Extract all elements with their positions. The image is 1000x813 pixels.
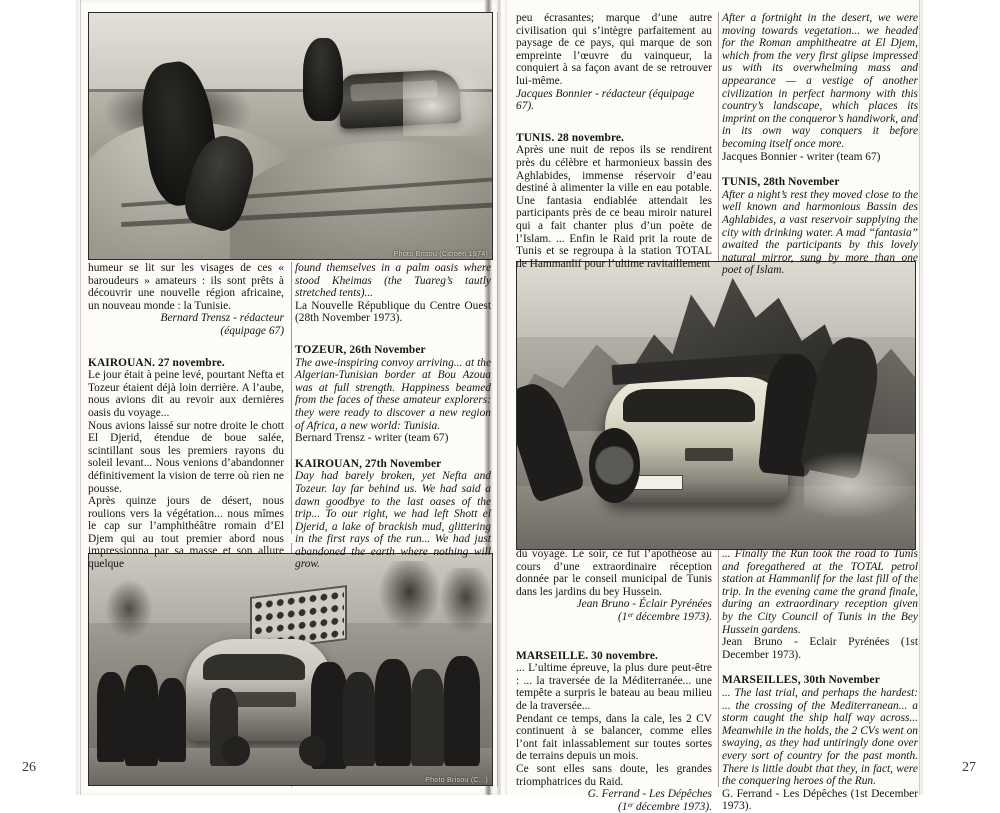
col4-tunis-credit: Jean Bruno - Eclair Pyrénées (1st December 1973). [722, 636, 918, 661]
col3-tunis-body: Après une nuit de repos ils se rendirent près du célèbre et harmonieux bassin des Aghlabides, immense réservoir d’eau destiné à alimenter la ville en eau potable. Une fantasia endiablée attendait les participants près de ce beau miroir naturel qui a fait chanter plus d’un poète de l’Islam. ... Enfin le Raid prit la route de Tunis et se regroupa à la station TOTAL de Hammanlif pour l’ultime ravitaillement [516, 144, 712, 270]
col3-tunis-credit-1: Jean Bruno - Éclair Pyrénées [576, 598, 712, 611]
col1-kairouan-paragraph-3: Après quinze jours de désert, nous roulions vers la végétation... nous mîmes le cap sur l’amphithéâtre romain d’El Djem qui au tout premier abord nous impressionna par sa masse et son allure quelque [88, 495, 284, 571]
col2-tozeur-body: The awe-inspiring convoy arriving... at the Algerian-Tunisian border at Bou Azoua was at full strength. Happiness beamed from the faces of these amateur explorers: they were ready to discover a new region of Africa, a new world: Tunisia. [295, 356, 491, 432]
desert-convoy-photo [88, 12, 493, 260]
page-number-left: 26 [22, 760, 36, 775]
column-rule-right-page-upper [718, 12, 719, 262]
col3-marseille-paragraph-1: ... L’ultime épreuve, la plus dure peut-être : ... la traversée de la Méditerranée... une tempête a surpris le bateau au beau milieu de la traversée... [516, 662, 712, 712]
col4-heading-marseilles: MARSEILLES, 30th November [722, 674, 880, 687]
photo1-caption: Photo Brisou (Citroën 1974) [393, 249, 488, 258]
col4-credit-line-1: Jacques Bonnier - writer (team 67) [722, 150, 881, 163]
col4-tunis-continuation: ... Finally the Run took the road to Tunis and foregathered at the TOTAL petrol station at Hammanlif for the last fill of the trip. In the evening came the grand finale, during an extraordinary reception given by the City Council of Tunis in the Bey Hussein gardens. [722, 548, 918, 636]
column-french-2-bottom [516, 548, 712, 813]
col3-heading-tunis: TUNIS. 28 novembre. [516, 131, 625, 144]
photo2-crowd [89, 623, 492, 785]
column-french-2-top [516, 12, 712, 270]
col4-continuation-paragraph: After a fortnight in the desert, we were moving towards vegetation... we headed for the Roman amphitheatre at El Djem, which from the very first glipse impressed us with its overwhelming mass and appearance — a vestige of another civilization in perfect harmony with this country’s landscape, which places its imprint on the conqueror’s handiwork, and in its own way conquers it before becoming itself once more. [722, 12, 918, 150]
col3-marseille-paragraph-2: Pendant ce temps, dans la cale, les 2 CV continuent à se balancer, comme elles l’ont fait inlassablement sur toutes sortes de terrains depuis un mois. [516, 712, 712, 763]
photo2-person [125, 665, 157, 765]
col3-tunis-credit-2: (1ᵉʳ décembre 1973). [618, 610, 712, 623]
photo2-person [411, 669, 443, 766]
col1-kairouan-paragraph-1: Le jour était à peine levé, pourtant Nefta et Tozeur étaient déjà loin derrière. A l’aube, nous avions dit au revoir aux dernières oasis du voyage... [88, 369, 284, 419]
col1-continuation-paragraph: humeur se lit sur les visages de ces « baroudeurs » amateurs : ils sont prêts à découvrir une nouvelle région africaine, un nouveau monde : la Tunisie. [88, 262, 284, 312]
col1-credit-line-1: Bernard Trensz - rédacteur [160, 312, 284, 325]
page-number-right: 27 [962, 760, 976, 775]
col3-tunis-continuation: du voyage. Le soir, ce fut l’apothéose au cours d’une extraordinaire réception donnée par le conseil municipal de Tunis dans les jardins du bey Hussein. [516, 548, 712, 598]
photo1-dust [403, 62, 493, 136]
col4-marseilles-credit: G. Ferrand - Les Dépêches (1st December 1973). [722, 787, 918, 813]
mountain-2cv-push-photo [516, 261, 916, 550]
col4-tunis-body: After a night’s rest they moved close to the well known and harmonious Bassin des Aghlabides, a vast reservoir supplying the city with drinking water. A mad “fantasia” awaited the participants by this lovely natural mirror, sung by more than one poet of Islam. [722, 188, 918, 277]
col2-source-line: La Nouvelle République du Centre Ouest (28th November 1973). [295, 299, 491, 325]
right-margin-backdrop [921, 0, 1000, 795]
col2-kairouan-body: Day had barely broken, yet Nefta and Tozeur. lay far behind us. We had said a dawn goodbye to the last oases of the trip... To our right, we had left Shott el Djerid, a lake of brackish mud, glittering in the first rays of the run... We had just abandoned the earth where nothing will grow. [295, 470, 491, 571]
photo2-person [444, 656, 480, 766]
col1-heading-kairouan: KAIROUAN. 27 novembre. [88, 356, 225, 369]
photo2-person [158, 678, 186, 762]
left-outer-rule [80, 0, 81, 795]
photo3-total-decal [685, 448, 733, 462]
col2-continuation-paragraph: found themselves in a palm oasis where stood Kheimas (the Tuareg’s tautly stretched tents)... [295, 262, 491, 300]
photo3-windscreen [623, 389, 755, 422]
col3-marseille-credit-2: (1ᵉʳ décembre 1973). [618, 800, 712, 813]
col3-heading-marseille: MARSEILLE. 30 novembre. [516, 649, 658, 662]
column-rule-right-page-lower [718, 543, 719, 787]
column-english-1 [295, 262, 491, 571]
column-rule-left-page [291, 262, 292, 534]
column-french-1 [88, 262, 284, 571]
spine-shadow-4 [505, 0, 508, 795]
photo2-person [343, 672, 375, 766]
photo1-figure-c [303, 38, 343, 122]
col1-kairouan-paragraph-2: Nous avions laissé sur notre droite le chott El Djerid, étendue de boue salée, scintillant sous les premiers rayons du soleil levant... Nous venions d’abandonner définitivement la vision de terre où rien ne pousse. [88, 419, 284, 495]
photo2-tree-b [379, 561, 439, 630]
col2-heading-kairouan: KAIROUAN, 27th November [295, 457, 442, 470]
right-outer-rule [919, 0, 920, 795]
col3-marseille-paragraph-3: Ce sont elles sans doute, les grandes triomphatrices du Raid. [516, 762, 712, 788]
photo2-wheel [299, 736, 327, 765]
col3-credit-line-1: Jacques Bonnier - rédacteur (équipage 67). [516, 87, 695, 113]
spine-rule [497, 12, 498, 787]
col4-marseilles-body: ... The last trial, and perhaps the hardest: ... the crossing of the Mediterranean... a storm caught the ship half way across... Meanwhile in the holds, the 2 CVs went on swaying, as they had untiringly done over every sort of country for the past month. There is little doubt that they, in fact, were the conquering heroes of the Run. [722, 686, 918, 788]
column-english-2-top [722, 12, 918, 277]
col3-marseille-credit-1: G. Ferrand - Les Dépêches [587, 788, 712, 801]
col2-heading-tozeur: TOZEUR, 26th November [295, 343, 426, 356]
col1-credit-line-2: (équipage 67) [220, 324, 284, 337]
col2-tozeur-credit: Bernard Trensz - writer (team 67) [295, 432, 449, 445]
photo2-person [375, 659, 411, 766]
photo2-wheel [222, 736, 250, 765]
left-margin-backdrop [0, 0, 80, 795]
photo3-spare-wheel [589, 428, 641, 503]
column-english-2-bottom [722, 548, 918, 813]
photo3-dust [804, 451, 915, 520]
col3-continuation-paragraph: peu écrasantes; marque d’une autre civilisation qui s’intègre parfaitement au paysage de ce pays, qui marque de son empreinte l’œuvre du vainqueur, la conquiert à sa façon avant de se retrouver lui-même. [516, 12, 712, 87]
crowd-pushing-2cv-photo [88, 553, 493, 786]
col4-heading-tunis: TUNIS, 28th November [722, 176, 840, 189]
photo2-caption: Photo Brisou (C...) [425, 775, 488, 784]
photo2-person [97, 672, 125, 763]
